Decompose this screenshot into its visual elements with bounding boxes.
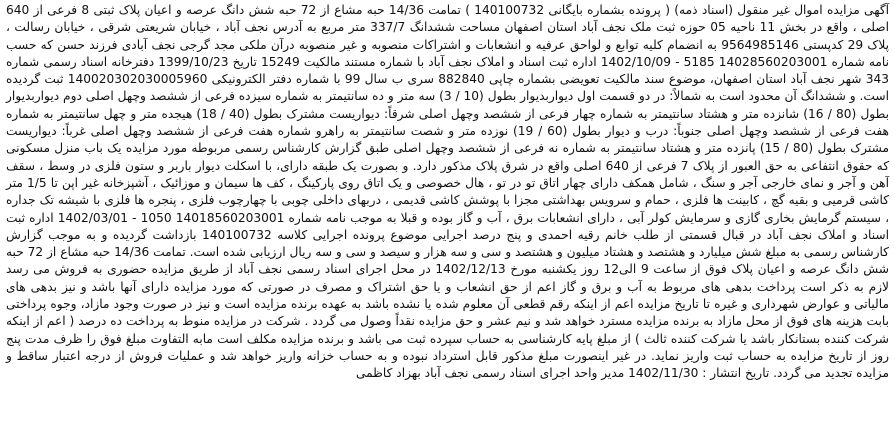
auction-notice-text: آگهی مزایده اموال غیر منقول (اسناد ذمه) ( پرونده بشماره بایگانی 140100732 ) تمامت 14/36 حبه مشاع از 72 حبه شش دانگ عرصه و اعیان پلاک ثبتی 8 فرعی از 640 اصلی ، واقع در بخش 11 ناحیه 05 حوزه ثبت ملک نجف آباد استان اصفهان مساحت ششدانگ 337/7 متر مربع به آدرس نجف آباد ، خیابان شریعتی شرقی ، خیابان رسالت ، پلاک 29 کدپستی 9564985146 به انضمام کلیه توابع و لواحق عرفیه و انشعابات و اشتراکات منصوبه و غیر منصوبه درآن ملکی مجد گرجی نجف آبادی فرزند حسن که حسب نامه شماره 14028560203001 5185 - 1402/10/09 اداره ثبت اسناد و املاک نجف آباد با شماره مستند مالکیت 15249 تاریخ 1399/10/23 دفترخانه اسناد رسمی شماره 343 شهر نجف آباد استان اصفهان، موضوع سند مالکیت تعویضی بشماره چاپی 882840 سری ب سال 99 با شماره دفتر الکترونیکی 140020302030005960 ثبت گردیده است. و ششدانگ آن محدود است به شمالاً: در دو قسمت اول دیواربدیوار بطول (10 / 3) سه متر و ده سانتیمتر به شماره سیزده فرعی از ششصد وچهل اصلی دوم دیواربدیوار بطول (80 / 16) شانزده متر و هشتاد سانتیمتر به شماره چهار فرعی از ششصد وچهل اصلی شرقاً: دیواریست مشترک بطول (40 / 18) هیجده متر و چهل سانتیمتر به شماره هفت فرعی از ششصد وچهل اصلی جنوباً: درب و دیوار بطول (60 / 19) نوزده متر و شصت سانتیمتر به راهرو شماره هفت فرعی از ششصد وچهل اصلی غرباً: دیواریست مشترک بطول (80 / 15) پانزده متر و هشتاد سانتیمتر به شماره نه فرعی از ششصد وچهل اصلی طبق گزارش کارشناس رسمی مربوطه مورد مزایده یک باب منزل مسکونی که حقوق انتفاعی به حق العبور از پلاک 7 فرعی از 640 اصلی واقع در شرق پلاک مذکور دارد. و بصورت یک طبقه دارای، با اسکلت دیوار باربر و ستون فلزی در وسط ، سقف آهن و آجر و نمای خارجی آجر و سنگ ، شامل همکف دارای چهار اتاق تو در تو ، هال خصوصی و یک اتاق روی پارکینگ ، کف ها سیمان و موزائیک ، آشپزخانه غیر اپن تا 1/5 متر کاشی قرمیی و بقیه گچ ، کابینت ها فلزی ، حمام و سرویس بهداشتی مجزا با پوشش کاشی قدیمی ، دربهای داخلی چوبی با چهارچوب فلزی ، پنجره ها فلزی با شیشه تک جداره ، سیستم گرمایش بخاری گازی و سرمایش کولر آبی ، دارای انشعابات برق ، آب و گاز بوده و قبلا به موجب نامه شماره 14018560203001 1050 - 1402/03/01 اداره ثبت اسناد و املاک نجف آباد در قبال قسمتی از طلب خانم رقیه احمدی و پنج درصد اجرایی موضوع پرونده اجرایی کلاسه 140100732 بازداشت گردیده و به موجب گزارش کارشناس رسمی به مبلغ شش میلیارد و هشتصد و هشتاد میلیون و هشتصد و سی و سه هزار و سیصد و سی و سه ریال ارزیابی شده است. تمامت 14/36 حبه مشاع از 72 حبه شش دانگ عرصه و اعیان پلاک فوق از ساعت 9 الی12 روز یکشنبه مورخ 1402/12/13 در محل اجرای اسناد رسمی نجف آباد از طریق مزایده حضوری به فروش می رسد لازم به ذکر است پرداخت بدهی های مربوط به آب و برق و گاز اعم از حق انشعاب و یا حق اشتراک و مصرف در صورتی که مورد مزایده دارای آنها باشد و نیز بدهی های مالیاتی و عوارض شهرداری و غیره تا تاریخ مزایده اعم از اینکه رقم قطعی آن معلوم شده یا نشده باشد به عهده برنده مزایده است و نیز در صورت وجود مازاد، وجوه پرداختی بابت هزینه های فوق از محل مازاد به برنده مزایده مسترد خواهد شد و نیم عشر و حق مزایده نقداً وصول می گردد . شرکت در مزایده منوط به پرداخت ده درصد ( اعم از اینکه شرکت کننده بستانکار باشد یا شرکت کننده ثالث ) از مبلغ پایه کارشناسی به حساب سپرده ثبت می باشد و برنده مزایده مکلف است مابه التفاوت مبلغ فوق را ظرف مدت پنج روز از تاریخ مزایده به حساب ثبت واریز نماید. در غیر اینصورت مبلغ مذکور قابل استرداد نبوده و به حساب خزانه واریز خواهد شد و عملیات فروش از درجه اعتبار ساقط و مزایده تجدید می گردد. تاریخ انتشار : 1402/11/30 مدیر واحد اجرای اسناد رسمی نجف آباد بهزاد کاظمی (6, 3, 890, 381)
